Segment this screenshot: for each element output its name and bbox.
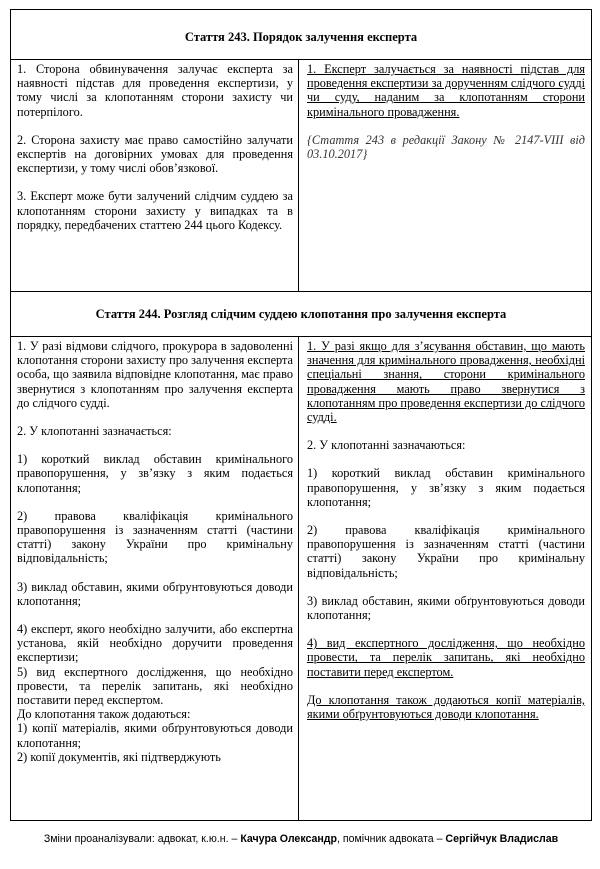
assistant-name: Сергійчук Владислав — [445, 833, 559, 845]
footer-credits — [10, 833, 592, 845]
paragraph: 3. Експерт може бути залучений слідчим суддею за клопотанням сторони захисту у випадках та в порядку, передбачених статтею 244 цього Кодексу. — [17, 189, 293, 232]
row-divider — [11, 291, 591, 292]
paragraph: 2. У клопотанні зазначаються: — [307, 438, 466, 453]
paragraph: 3) виклад обставин, якими обґрунтовуються доводи клопотання; — [17, 579, 293, 608]
paragraph: 2) правова кваліфікація кримінального правопорушення із зазначенням статті (частини статті) закону України про кримінальну відповідальність; — [307, 523, 585, 580]
paragraph: 1. У разі відмови слідчого, прокурора в задоволенні клопотання сторони захисту про залучення експерта особа, що заявила відповідне клопотання, має право звернутися з клопотанням про залучення експерта до слідчого судді. — [17, 339, 293, 410]
paragraph: 1. Сторона обвинувачення залучає експерта за наявності підстав для проведення експертизи, у тому числі за клопотанням сторони захисту чи потерпілого. — [17, 62, 293, 119]
author-name: Качура Олександр — [240, 833, 337, 845]
row-divider — [11, 336, 591, 337]
paragraph: 1) короткий виклад обставин кримінального правопорушення, у зв’язку з яким подається клопотання; — [307, 466, 585, 509]
paragraph-changed: 4) вид експертного дослідження, що необхідно провести, та перелік запитань, які необхідно поставити перед експертом. — [307, 636, 585, 679]
article-244-old-text — [17, 339, 293, 764]
amendment-note: {Стаття 243 в редакції Закону № 2147-VIII від 03.10.2017} — [307, 132, 585, 162]
article-243-new-text — [307, 62, 585, 161]
paragraph: 4) експерт, якого необхідно залучити, або експертна установа, якій необхідно доручити проведення експертизи; — [17, 622, 293, 665]
footer-prefix: Зміни проаналізували: адвокат, к.ю.н. – — [43, 833, 241, 845]
column-divider — [298, 59, 299, 291]
paragraph-changed: 1. У разі якщо для з’ясування обставин, що мають значення для кримінального провадження, необхідні спеціальні знання, сторони кримінального провадження мають право звернутися з клопотанням про проведення експертизи до слідчого судді. — [307, 339, 585, 425]
article-243-old-text — [17, 62, 293, 232]
footer-middle: , помічник адвоката – — [337, 833, 446, 845]
paragraph: 5) вид експертного дослідження, що необхідно провести, та перелік запитань, які необхідно поставити перед експертом. — [17, 664, 293, 708]
paragraph: 2. У клопотанні зазначається: — [17, 424, 172, 439]
article-243-title: Стаття 243. Порядок залучення експерта — [184, 30, 418, 44]
article-244-title: Стаття 244. Розгляд слідчим суддею клопотання про залучення експерта — [95, 307, 507, 321]
row-divider — [11, 59, 591, 60]
paragraph: 1) короткий виклад обставин кримінального правопорушення, у зв’язку з яким подається клопотання; — [17, 452, 293, 495]
paragraph: 3) виклад обставин, якими обґрунтовуються доводи клопотання; — [307, 593, 585, 623]
column-divider — [298, 336, 299, 820]
paragraph: 2. Сторона захисту має право самостійно залучати експертів на договірних умовах для проведення експертизи, у тому числі обов’язкової. — [17, 132, 293, 176]
paragraph-changed: 1. Експерт залучається за наявності підстав для проведення експертизи за дорученням слідчого судді чи суду, наданим за клопотанням сторони кримінального провадження. — [307, 62, 585, 119]
paragraph: 2) копії документів, які підтверджують — [17, 749, 221, 764]
comparison-table — [10, 9, 592, 821]
paragraph-changed: До клопотання також додаються копії матеріалів, якими обґрунтовуються доводи клопотання. — [307, 692, 585, 722]
paragraph: До клопотання також додаються: — [17, 707, 191, 722]
article-244-new-text — [307, 339, 585, 721]
paragraph: 2) правова кваліфікація кримінального правопорушення із зазначенням статті (частини статті) закону України про кримінальну відповідальність; — [17, 508, 293, 566]
paragraph: 1) копії матеріалів, якими обґрунтовуються доводи клопотання; — [17, 721, 293, 750]
